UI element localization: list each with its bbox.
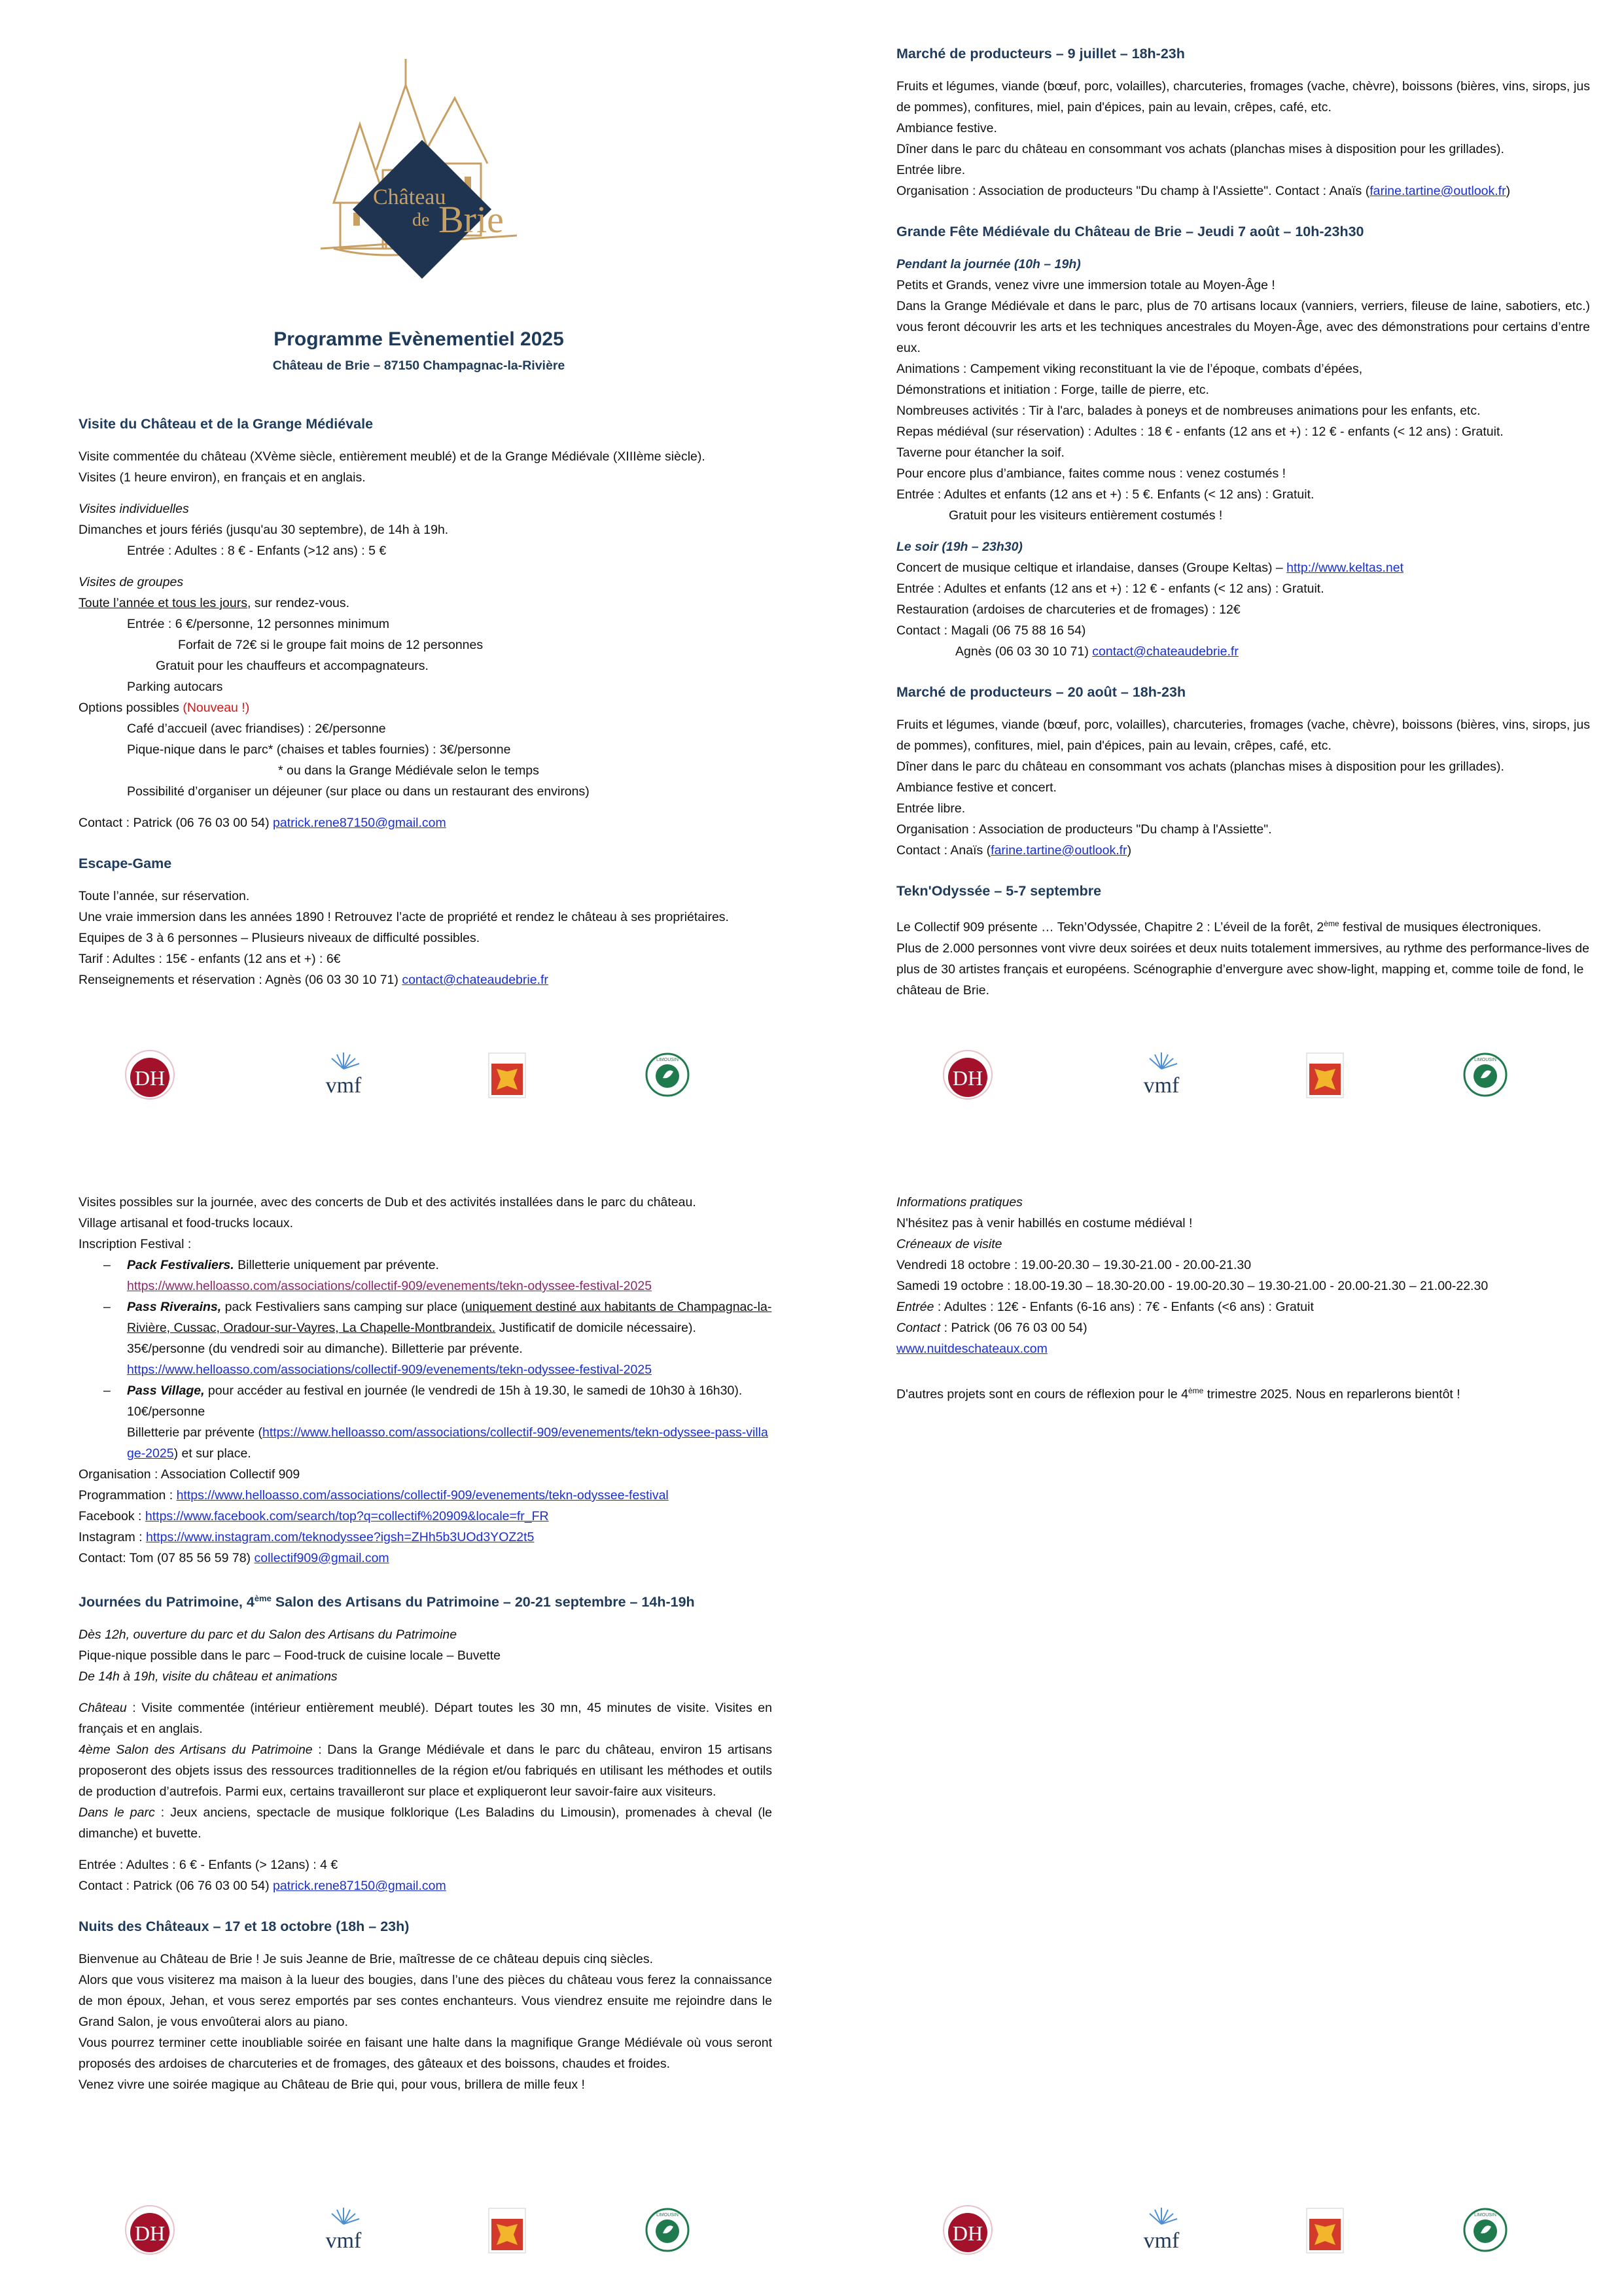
limousin-logo: [1462, 2204, 1508, 2259]
svg-text:DH: DH: [952, 2221, 983, 2245]
region-flag-logo: [487, 1049, 527, 1104]
page-subtitle: Château de Brie – 87150 Champagnac-la-Rivière: [272, 358, 565, 373]
dh-logo: [942, 2204, 993, 2259]
limousin-logo: [644, 2204, 690, 2259]
section-heading: Escape-Game: [79, 856, 172, 871]
email-link[interactable]: contact@chateaudebrie.fr: [402, 973, 548, 987]
region-flag-logo: [1305, 1049, 1345, 1104]
vmf-logo: [1129, 2204, 1194, 2259]
svg-text:vmf: vmf: [1143, 1073, 1180, 1098]
page1-left-column: Visite du Château et de la Grange Médiévale Visite commentée du château (XVème siècle, entièrement meublé) et de la Grange Médiévale (XIIIème siècle). Visites (1 heure environ), en français et en anglais. Visites individuelles Dimanches et jours fériés (jusqu'au 30 septembre), de 14h à 19h. Entrée : Adultes : 8 € - Enfants (>12 ans) : 5 € Visites de groupes Toute l’année et tous les jours, sur rendez-vous. Entrée : 6 €/personne, 12 personnes minimum Forfait de 72€ si le groupe fait moins de 12 personnes Gratuit pour les chauffeurs et accompagnateurs. Parking autocars Options possibles (Nouveau !) Café d’accueil (avec friandises) : 2€/personne Pique-nique dans le parc* (chaises et tables fournies) : 3€/personne * ou dans la Grange Médiévale selon le temps Possibilité d’organiser un déjeuner (sur place ou dans un restaurant des environs) Contact : Patrick (06 76 03 00 54) patrick.rene87150@gmail.com Escape-Game Toute l’année, sur réservation. Une vraie immersion dans les années 1890 ! Retrouvez l’acte de propriété et rendez le château à ses propriétaires. Equipes de 3 à 6 personnes – Plusieurs niveaux de difficulté possibles. Tarif : Adultes : 15€ - enfants (12 ans et +) : 6€ Renseignements et réservation : Agnès (06 03 30 10 71) contact@chateaudebrie.fr: [79, 413, 772, 990]
email-link[interactable]: patrick.rene87150@gmail.com: [273, 1879, 446, 1894]
region-flag-logo: [487, 2204, 527, 2259]
vmf-logo: [311, 1049, 376, 1104]
svg-text:LIMOUSIN: LIMOUSIN: [1474, 1058, 1496, 1062]
svg-text:vmf: vmf: [325, 1073, 362, 1098]
email-link[interactable]: collectif909@gmail.com: [254, 1551, 389, 1565]
partner-logos: [124, 1049, 818, 1104]
dh-logo: [124, 2204, 175, 2259]
email-link[interactable]: farine.tartine@outlook.fr: [991, 843, 1127, 858]
section-heading: Visite du Château et de la Grange Médiévale: [79, 416, 374, 432]
dh-logo: [942, 1049, 993, 1104]
website-link[interactable]: www.nuitdeschateaux.com: [896, 1342, 1048, 1356]
website-link[interactable]: http://www.keltas.net: [1286, 561, 1404, 575]
email-link[interactable]: patrick.rene87150@gmail.com: [273, 816, 446, 830]
ticket-link[interactable]: https://www.helloasso.com/associations/collectif-909/evenements/tekn-odyssee-festival-2025: [127, 1363, 652, 1377]
limousin-logo: [1462, 1049, 1508, 1104]
svg-text:DH: DH: [134, 2221, 166, 2245]
section-heading: Journées du Patrimoine, 4ème Salon des Artisans du Patrimoine – 20-21 septembre – 14h-19h: [79, 1593, 695, 1610]
instagram-link[interactable]: https://www.instagram.com/teknodyssee?igsh=ZHh5b3UOd3YOZ2t5: [145, 1530, 535, 1544]
chateau-logo: Château de Brie: [321, 52, 517, 294]
svg-text:vmf: vmf: [325, 2229, 362, 2253]
section-heading: Grande Fête Médiévale du Château de Brie – Jeudi 7 août – 10h-23h30: [896, 224, 1364, 239]
email-link[interactable]: farine.tartine@outlook.fr: [1369, 184, 1506, 198]
facebook-link[interactable]: https://www.facebook.com/search/top?q=collectif%20909&locale=fr_FR: [145, 1509, 549, 1523]
vmf-logo: [311, 2204, 376, 2259]
svg-text:DH: DH: [952, 1066, 983, 1090]
section-heading: Marché de producteurs – 9 juillet – 18h-23h: [896, 46, 1185, 61]
page2-left-column: Visites possibles sur la journée, avec des concerts de Dub et des activités installées dans le parc du château. Village artisanal et food-trucks locaux. Inscription Festival : – Pack Festivaliers. Billetterie uniquement par prévente. https://www.helloasso.com/associations/collectif-909/evenements/tekn-odyssee-festival-2025 – Pass Riverains, pack Festivaliers sans camping sur place (uniquement destiné aux habitants de Champagnac-la-Rivière, Cussac, Oradour-sur-Vayres, La Chapelle-Montbrandeix. Justificatif de domicile nécessaire). 35€/personne (du vendredi soir au dimanche). Billetterie par prévente. https://www.helloasso.com/associations/collectif-909/evenements/tekn-odyssee-festival-2025 – Pass Village, pour accéder au festival en journée (le vendredi de 15h à 19.30, le samedi de 10h30 à 16h30). 10€/personne Billetterie par prévente (https://www.helloasso.com/associations/collectif-909/evenements/tekn-odyssee-pass-village-2025) et sur place. Organisation : Association Collectif 909 Programmation : https://www.helloasso.com/associations/collectif-909/evenements/tekn-odyssee-festival Facebook : https://www.facebook.com/search/top?q=collectif%20909&locale=fr_FR Instagram : https://www.instagram.com/teknodyssee?igsh=ZHh5b3UOd3YOZ2t5 Contact: Tom (07 85 56 59 78) collectif909@gmail.com Journées du Patrimoine, 4ème Salon des Artisans du Patrimoine – 20-21 septembre – 14h-19h Dès 12h, ouverture du parc et du Salon des Artisans du Patrimoine Pique-nique possible dans le parc – Food-truck de cuisine locale – Buvette De 14h à 19h, visite du château et animations Château : Visite commentée (intérieur entièrement meublé). Départ toutes les 30 mn, 45 minutes de visite. Visites en français et en anglais. 4ème Salon des Artisans du Patrimoine : Dans la Grange Médiévale et dans le parc du château, environ 15 artisans proposeront des objets issus des ressources traditionnelles de la région et/ou fabriqués en utilisant les méthodes et outils de production d’autrefois. Parmi eux, certains travailleront sur place et expliqueront leur savoir-faire aux visiteurs. Dans le parc : Jeux anciens, spectacle de musique folklorique (Les Baladins du Limousin), promenades à cheval (le dimanche) et buvette. Entrée : Adultes : 6 € - Enfants (> 12ans) : 4 € Contact : Patrick (06 76 03 00 54) patrick.rene87150@gmail.com Nuits des Châteaux – 17 et 18 octobre (18h – 23h) Bienvenue au Château de Brie ! Je suis Jeanne de Brie, maîtresse de ce château depuis cinq siècles. Alors que vous visiterez ma maison à la lueur des bougies, dans l’une des pièces du château vous ferez la connaissance de mon époux, Jehan, et vous serez emportés par ses contes enchanteurs. Vous viendrez ensuite me rejoindre dans le Grand Salon, je vous envoûterai alors au piano. Vous pourrez terminer cette inoubliable soirée en faisant une halte dans la magnifique Grange Médiévale où vous seront proposés des ardoises de charcuteries et de fromages, des gâteaux et des boissons, chaudes et froides. Venez vivre une soirée magique au Château de Brie qui, pour vous, brillera de mille feux !: [79, 1192, 772, 2095]
partner-logos: [942, 2204, 1624, 2259]
dh-logo: [124, 1049, 175, 1104]
region-flag-logo: [1305, 2204, 1345, 2259]
ticket-link[interactable]: https://www.helloasso.com/associations/collectif-909/evenements/tekn-odyssee-festival-2025: [127, 1279, 652, 1293]
svg-text:LIMOUSIN: LIMOUSIN: [656, 1058, 679, 1062]
section-heading: Marché de producteurs – 20 août – 18h-23h: [896, 684, 1186, 700]
ticket-link[interactable]: https://www.helloasso.com/associations/collectif-909/evenements/tekn-odyssee-pass-village-2025: [127, 1425, 768, 1461]
svg-text:vmf: vmf: [1143, 2229, 1180, 2253]
page1-right-column: Marché de producteurs – 9 juillet – 18h-23h Fruits et légumes, viande (bœuf, porc, volailles), charcuteries, fromages (vache, chèvre), boissons (bières, vins, sirops, jus de pommes), confitures, miel, pain d'épices, pain au levain, crêpes, café, etc. Ambiance festive. Dîner dans le parc du château en consommant vos achats (planchas mises à disposition pour les grillades). Entrée libre. Organisation : Association de producteurs "Du champ à l'Assiette". Contact : Anaïs (farine.tartine@outlook.fr) Grande Fête Médiévale du Château de Brie – Jeudi 7 août – 10h-23h30 Pendant la journée (10h – 19h) Petits et Grands, venez vivre une immersion totale au Moyen-Âge ! Dans la Grange Médiévale et dans le parc, plus de 70 artisans locaux (vanniers, verriers, fileuse de laine, sabotiers, etc.) vous feront découvrir les arts et les techniques ancestrales du Moyen-Âge, avec des démonstrations pour certains d’entre eux. Animations : Campement viking reconstituant la vie de l’époque, combats d’épées, Démonstrations et initiation : Forge, taille de pierre, etc. Nombreuses activités : Tir à l'arc, balades à poneys et de nombreuses animations pour les enfants, etc. Repas médiéval (sur réservation) : Adultes : 18 € - enfants (12 ans et +) : 12 € - enfants (< 12 ans) : Gratuit. Taverne pour étancher la soif. Pour encore plus d’ambiance, faites comme nous : venez costumés ! Entrée : Adultes et enfants (12 ans et +) : 5 €. Enfants (< 12 ans) : Gratuit. Gratuit pour les visiteurs entièrement costumés ! Le soir (19h – 23h30) Concert de musique celtique et irlandaise, danses (Groupe Keltas) – http://www.keltas.net Entrée : Adultes et enfants (12 ans et +) : 12 € - enfants (< 12 ans) : Gratuit. Restauration (ardoises de charcuteries et de fromages) : 12€ Contact : Magali (06 75 88 16 54) Agnès (06 03 30 10 71) contact@chateaudebrie.fr Marché de producteurs – 20 août – 18h-23h Fruits et légumes, viande (bœuf, porc, volailles), charcuteries, fromages (vache, chèvre), boissons (bières, vins, sirops, jus de pommes), confitures, miel, pain d'épices, pain au levain, crêpes, café, etc. Dîner dans le parc du château en consommant vos achats (planchas mises à disposition pour les grillades). Ambiance festive et concert. Entrée libre. Organisation : Association de producteurs "Du champ à l'Assiette". Contact : Anaïs (farine.tartine@outlook.fr) Tekn'Odyssée – 5-7 septembre Le Collectif 909 présente … Tekn’Odyssée, Chapitre 2 : L’éveil de la forêt, 2ème festival de musiques électroniques. Plus de 2.000 personnes vont vivre deux soirées et deux nuits totalement immersives, au rythme des performance-lives de plus de 30 artistes français et européens. Scénographie d’envergure avec show-light, mapping et, comme toile de fond, le château de Brie.: [896, 43, 1590, 1001]
vmf-logo: [1129, 1049, 1194, 1104]
program-link[interactable]: https://www.helloasso.com/associations/collectif-909/evenements/tekn-odyssee-festival: [176, 1488, 669, 1503]
page2-right-column: Informations pratiques N'hésitez pas à venir habillés en costume médiéval ! Créneaux de visite Vendredi 18 octobre : 19.00-20.30 – 19.30-21.00 - 20.00-21.30 Samedi 19 octobre : 18.00-19.30 – 18.30-20.00 - 19.00-20.30 – 19.30-21.00 - 20.00-21.30 – 21.00-22.30 Entrée : Adultes : 12€ - Enfants (6-16 ans) : 7€ - Enfants (<6 ans) : Gratuit Contact : Patrick (06 76 03 00 54) www.nuitdeschateaux.com D'autres projets sont en cours de réflexion pour le 4ème trimestre 2025. Nous en reparlerons bientôt !: [896, 1195, 1489, 1402]
section-heading: Tekn'Odyssée – 5-7 septembre: [896, 883, 1102, 899]
limousin-logo: [644, 1049, 690, 1104]
svg-text:LIMOUSIN: LIMOUSIN: [1474, 2213, 1496, 2218]
section-heading: Nuits des Châteaux – 17 et 18 octobre (18h – 23h): [79, 1919, 410, 1935]
partner-logos: [942, 1049, 1624, 1104]
svg-text:LIMOUSIN: LIMOUSIN: [656, 2213, 679, 2218]
svg-text:DH: DH: [134, 1066, 166, 1090]
page-title: Programme Evènementiel 2025: [274, 328, 564, 350]
partner-logos: [124, 2204, 818, 2259]
email-link[interactable]: contact@chateaudebrie.fr: [1092, 644, 1239, 659]
